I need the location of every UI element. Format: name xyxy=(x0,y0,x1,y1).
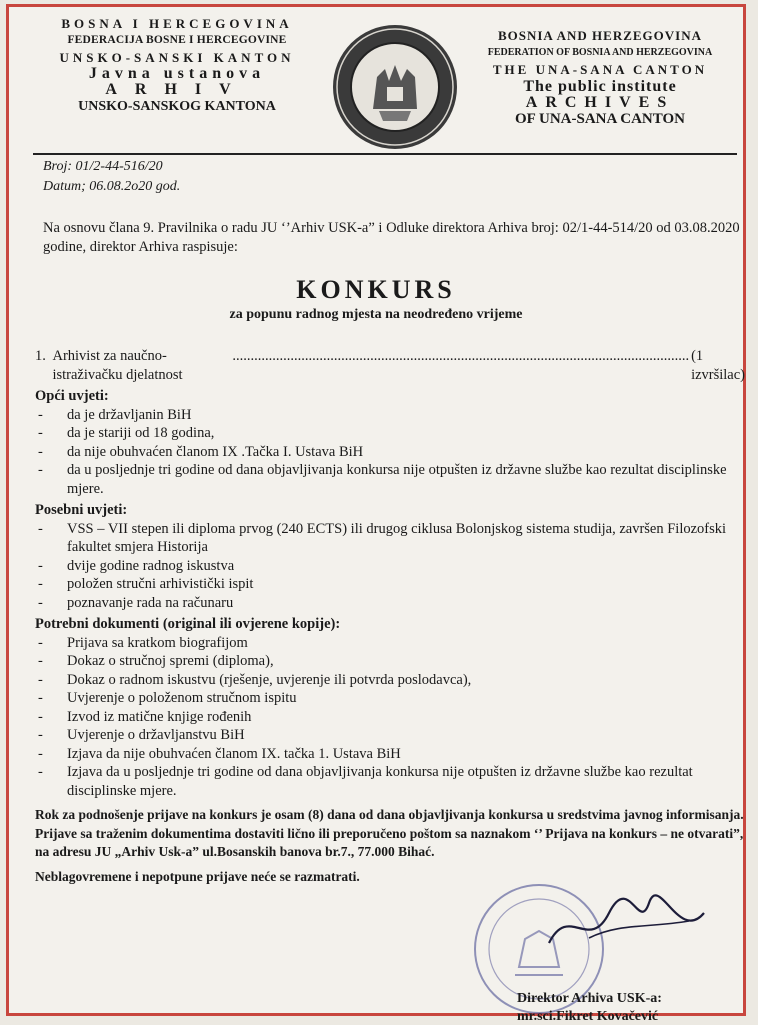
position-name: Arhivist za naučno-istraživačku djelatnost xyxy=(52,348,183,383)
position-count: (1 izvršilac) xyxy=(691,348,746,383)
signature-title: Direktor Arhiva USK-a: xyxy=(517,991,662,1006)
list-item: - Prijava sa kratkom biografijom xyxy=(35,634,745,653)
list-item: - Izvod iz matične knjige rođenih xyxy=(35,708,745,727)
header-right-canton: THE UNA-SANA CANTON xyxy=(492,62,708,77)
header-left xyxy=(47,15,307,115)
document-number: Broj: 01/2-44-516/20 xyxy=(43,159,163,174)
header-left-canton: UNSKO-SANSKI KANTON xyxy=(59,50,295,65)
general-heading: Opći uvjeti: xyxy=(35,388,109,404)
list-item: - Dokaz o radnom iskustvu (rješenje, uvjerenje ili potvrda poslodavca), xyxy=(35,671,745,690)
list-item: - poznavanje rada na računaru xyxy=(35,594,745,613)
header-left-institution-name: ARHIV xyxy=(105,81,249,98)
deadline-note: Rok za podnošenje prijave na konkurs je osam (8) dana od dana objavljivanja konkursa u sredstvima javnog informisanja. Prijave sa traženim dokumentima dostaviti lično ili preporučeno poštom sa naznakom ‘’ Prijava na konkurs – ne otvarati”, na adresu JU „Arhiv Usk-a” ul.Bosanskih banova br.7., 77.000 Bihać. xyxy=(35,807,744,859)
header-left-country: BOSNA I HERCEGOVINA xyxy=(61,16,293,31)
document-title: KONKURS xyxy=(296,275,456,304)
position-number: 1. xyxy=(35,348,46,364)
special-heading: Posebni uvjeti: xyxy=(35,502,128,518)
header-right-institution-canton: OF UNA-SANA CANTON xyxy=(514,111,685,127)
list-item: - Izjava da u posljednje tri godine od dana objavljivanja konkursa nije otpušten iz državne službe kao rezultat disciplinske mjere. xyxy=(35,763,745,800)
position-line xyxy=(35,347,745,384)
list-item: - da u posljednje tri godine od dana objavljivanja konkursa nije otpušten iz državne službe kao rezultat disciplinske mjere. xyxy=(35,461,745,498)
document-subtitle: za popunu radnog mjesta na neodređeno vrijeme xyxy=(229,307,523,322)
header-left-institution-canton: UNSKO-SANSKOG KANTONA xyxy=(78,99,276,114)
list-item: - dvije godine radnog iskustva xyxy=(35,557,745,576)
list-item: - da je stariji od 18 godina, xyxy=(35,424,745,443)
intro-paragraph: Na osnovu člana 9. Pravilnika o radu JU ‘’Arhiv USK-a” i Odluke direktora Arhiva broj: 02/1-44-514/20 od 03.08.2020 godine, direktor Arhiva raspisuje: xyxy=(43,220,740,255)
list-item: - Uvjerenje o položenom stručnom ispitu xyxy=(35,689,745,708)
list-item: - Uvjerenje o državljanstvu BiH xyxy=(35,726,745,745)
special-list xyxy=(35,520,745,613)
list-item: - VSS – VII stepen ili diploma prvog (240 ECTS) ili drugog ciklusa Bolonjskog sistema studija, završen Filozofski fakultet smjera Historija xyxy=(35,520,745,557)
header-right-federation: FEDERATION OF BOSNIA AND HERZEGOVINA xyxy=(487,47,713,58)
header-divider xyxy=(33,153,737,155)
general-list xyxy=(35,406,745,499)
list-item: - da nije obuhvaćen članom IX .Tačka I. Ustava BiH xyxy=(35,443,745,462)
document-body xyxy=(35,347,745,886)
documents-heading: Potrebni dokumenti (original ili ovjerene kopije): xyxy=(35,616,341,632)
document-meta xyxy=(43,157,180,197)
position-leader-dots: .............................................................................................................................. xyxy=(232,348,690,364)
handwritten-signature xyxy=(529,883,719,963)
header-left-institution-type: Javna ustanova xyxy=(88,65,266,82)
header-right-institution-type: The public institute xyxy=(523,78,677,95)
list-item: - da je državljanin BiH xyxy=(35,406,745,425)
header-right-institution-name: ARCHIVES xyxy=(525,94,675,111)
list-item: - položen stručni arhivistički ispit xyxy=(35,575,745,594)
rejection-note: Neblagovremene i nepotpune prijave neće se razmatrati. xyxy=(35,868,360,884)
header-left-federation: FEDERACIJA BOSNE I HERCEGOVINE xyxy=(67,34,287,46)
header-right xyxy=(465,27,735,128)
documents-list xyxy=(35,634,745,801)
header-right-country: BOSNIA AND HERZEGOVINA xyxy=(497,28,703,43)
document-date: Datum; 06.08.2o20 god. xyxy=(43,179,181,194)
archive-seal-logo xyxy=(329,21,461,153)
document-page xyxy=(6,4,746,1024)
list-item: - Izjava da nije obuhvaćen članom IX. tačka 1. Ustava BiH xyxy=(35,745,745,764)
signature-name: mr.sci.Fikret Kovačević xyxy=(517,1009,659,1024)
list-item: - Dokaz o stručnoj spremi (diploma), xyxy=(35,652,745,671)
